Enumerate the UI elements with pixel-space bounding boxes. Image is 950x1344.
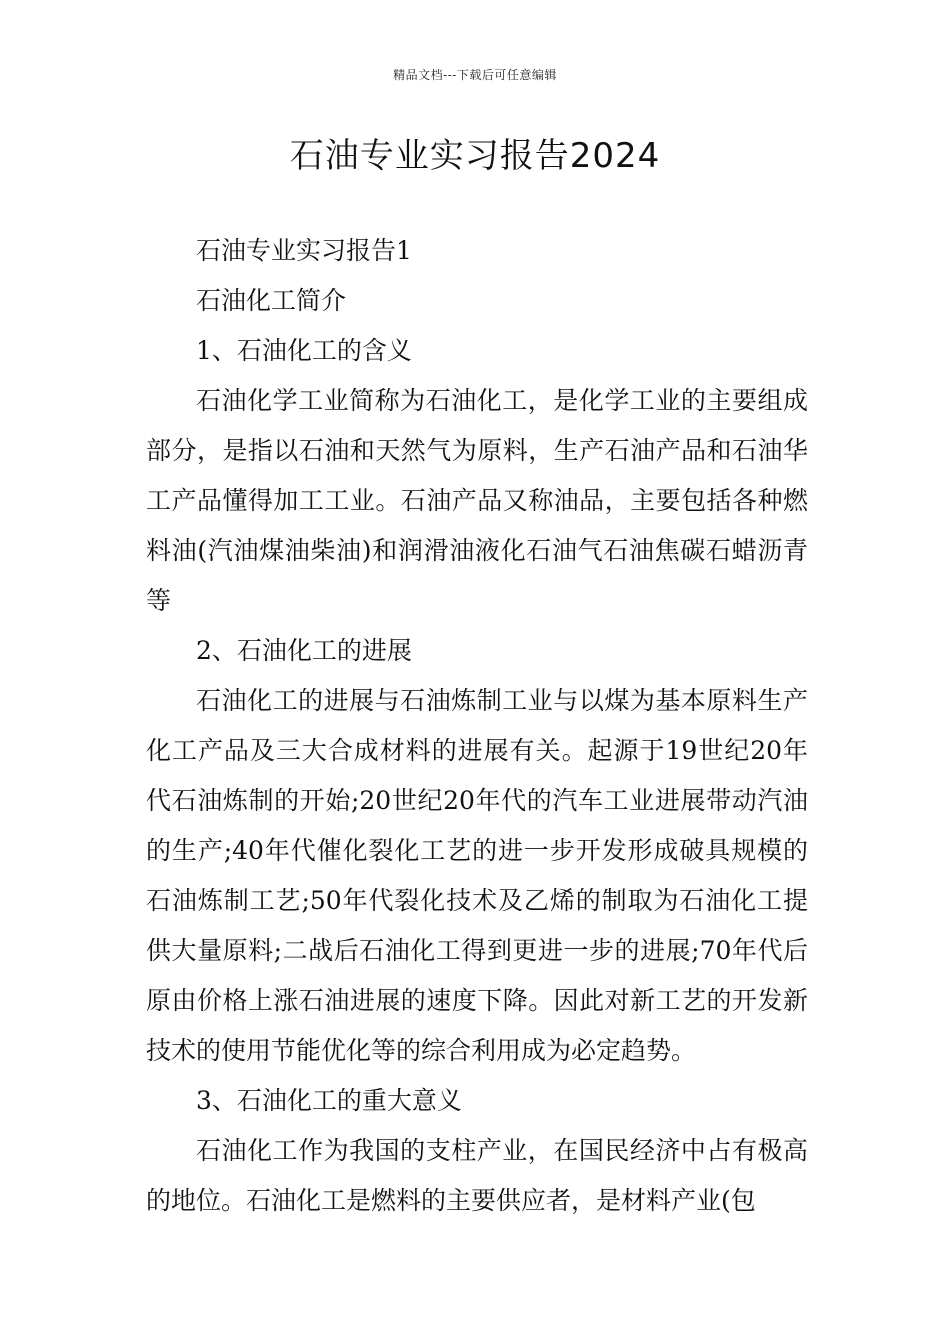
- body-paragraph: 石油化工作为我国的支柱产业，在国民经济中占有极高的地位。石油化工是燃料的主要供应者，是材料产业(包: [146, 1136, 808, 1215]
- header-note: 精品文档---下载后可任意编辑: [393, 68, 557, 82]
- subheading: 1、石油化工的含义: [196, 336, 412, 365]
- section-heading: 石油专业实习报告1: [196, 236, 412, 265]
- body-paragraph: 石油化工的进展与石油炼制工业与以煤为基本原料生产化工产品及三大合成材料的进展有关。起源于19世纪20年代石油炼制的开始;20世纪20年代的汽车工业进展带动汽油的生产;40年代催化裂化工艺的进一步开发形成破具规模的石油炼制工艺;50年代裂化技术及乙烯的制取为石油化工提供大量原料;二战后石油化工得到更进一步的进展;70年代后原由价格上涨石油进展的速度下降。因此对新工艺的开发新技术的使用节能优化等的综合利用成为必定趋势。: [146, 686, 808, 1065]
- subheading: 3、石油化工的重大意义: [196, 1086, 462, 1115]
- subheading: 2、石油化工的进展: [196, 636, 412, 665]
- subheading: 石油化工简介: [196, 286, 347, 315]
- document-title: 石油专业实习报告2024: [289, 136, 661, 176]
- body-paragraph: 石油化学工业简称为石油化工，是化学工业的主要组成部分，是指以石油和天然气为原料，生产石油产品和石油华工产品懂得加工工业。石油产品又称油品，主要包括各种燃料油(汽油煤油柴油)和润滑油液化石油气石油焦碳石蜡沥青等: [146, 386, 808, 615]
- document-body: [146, 226, 808, 1226]
